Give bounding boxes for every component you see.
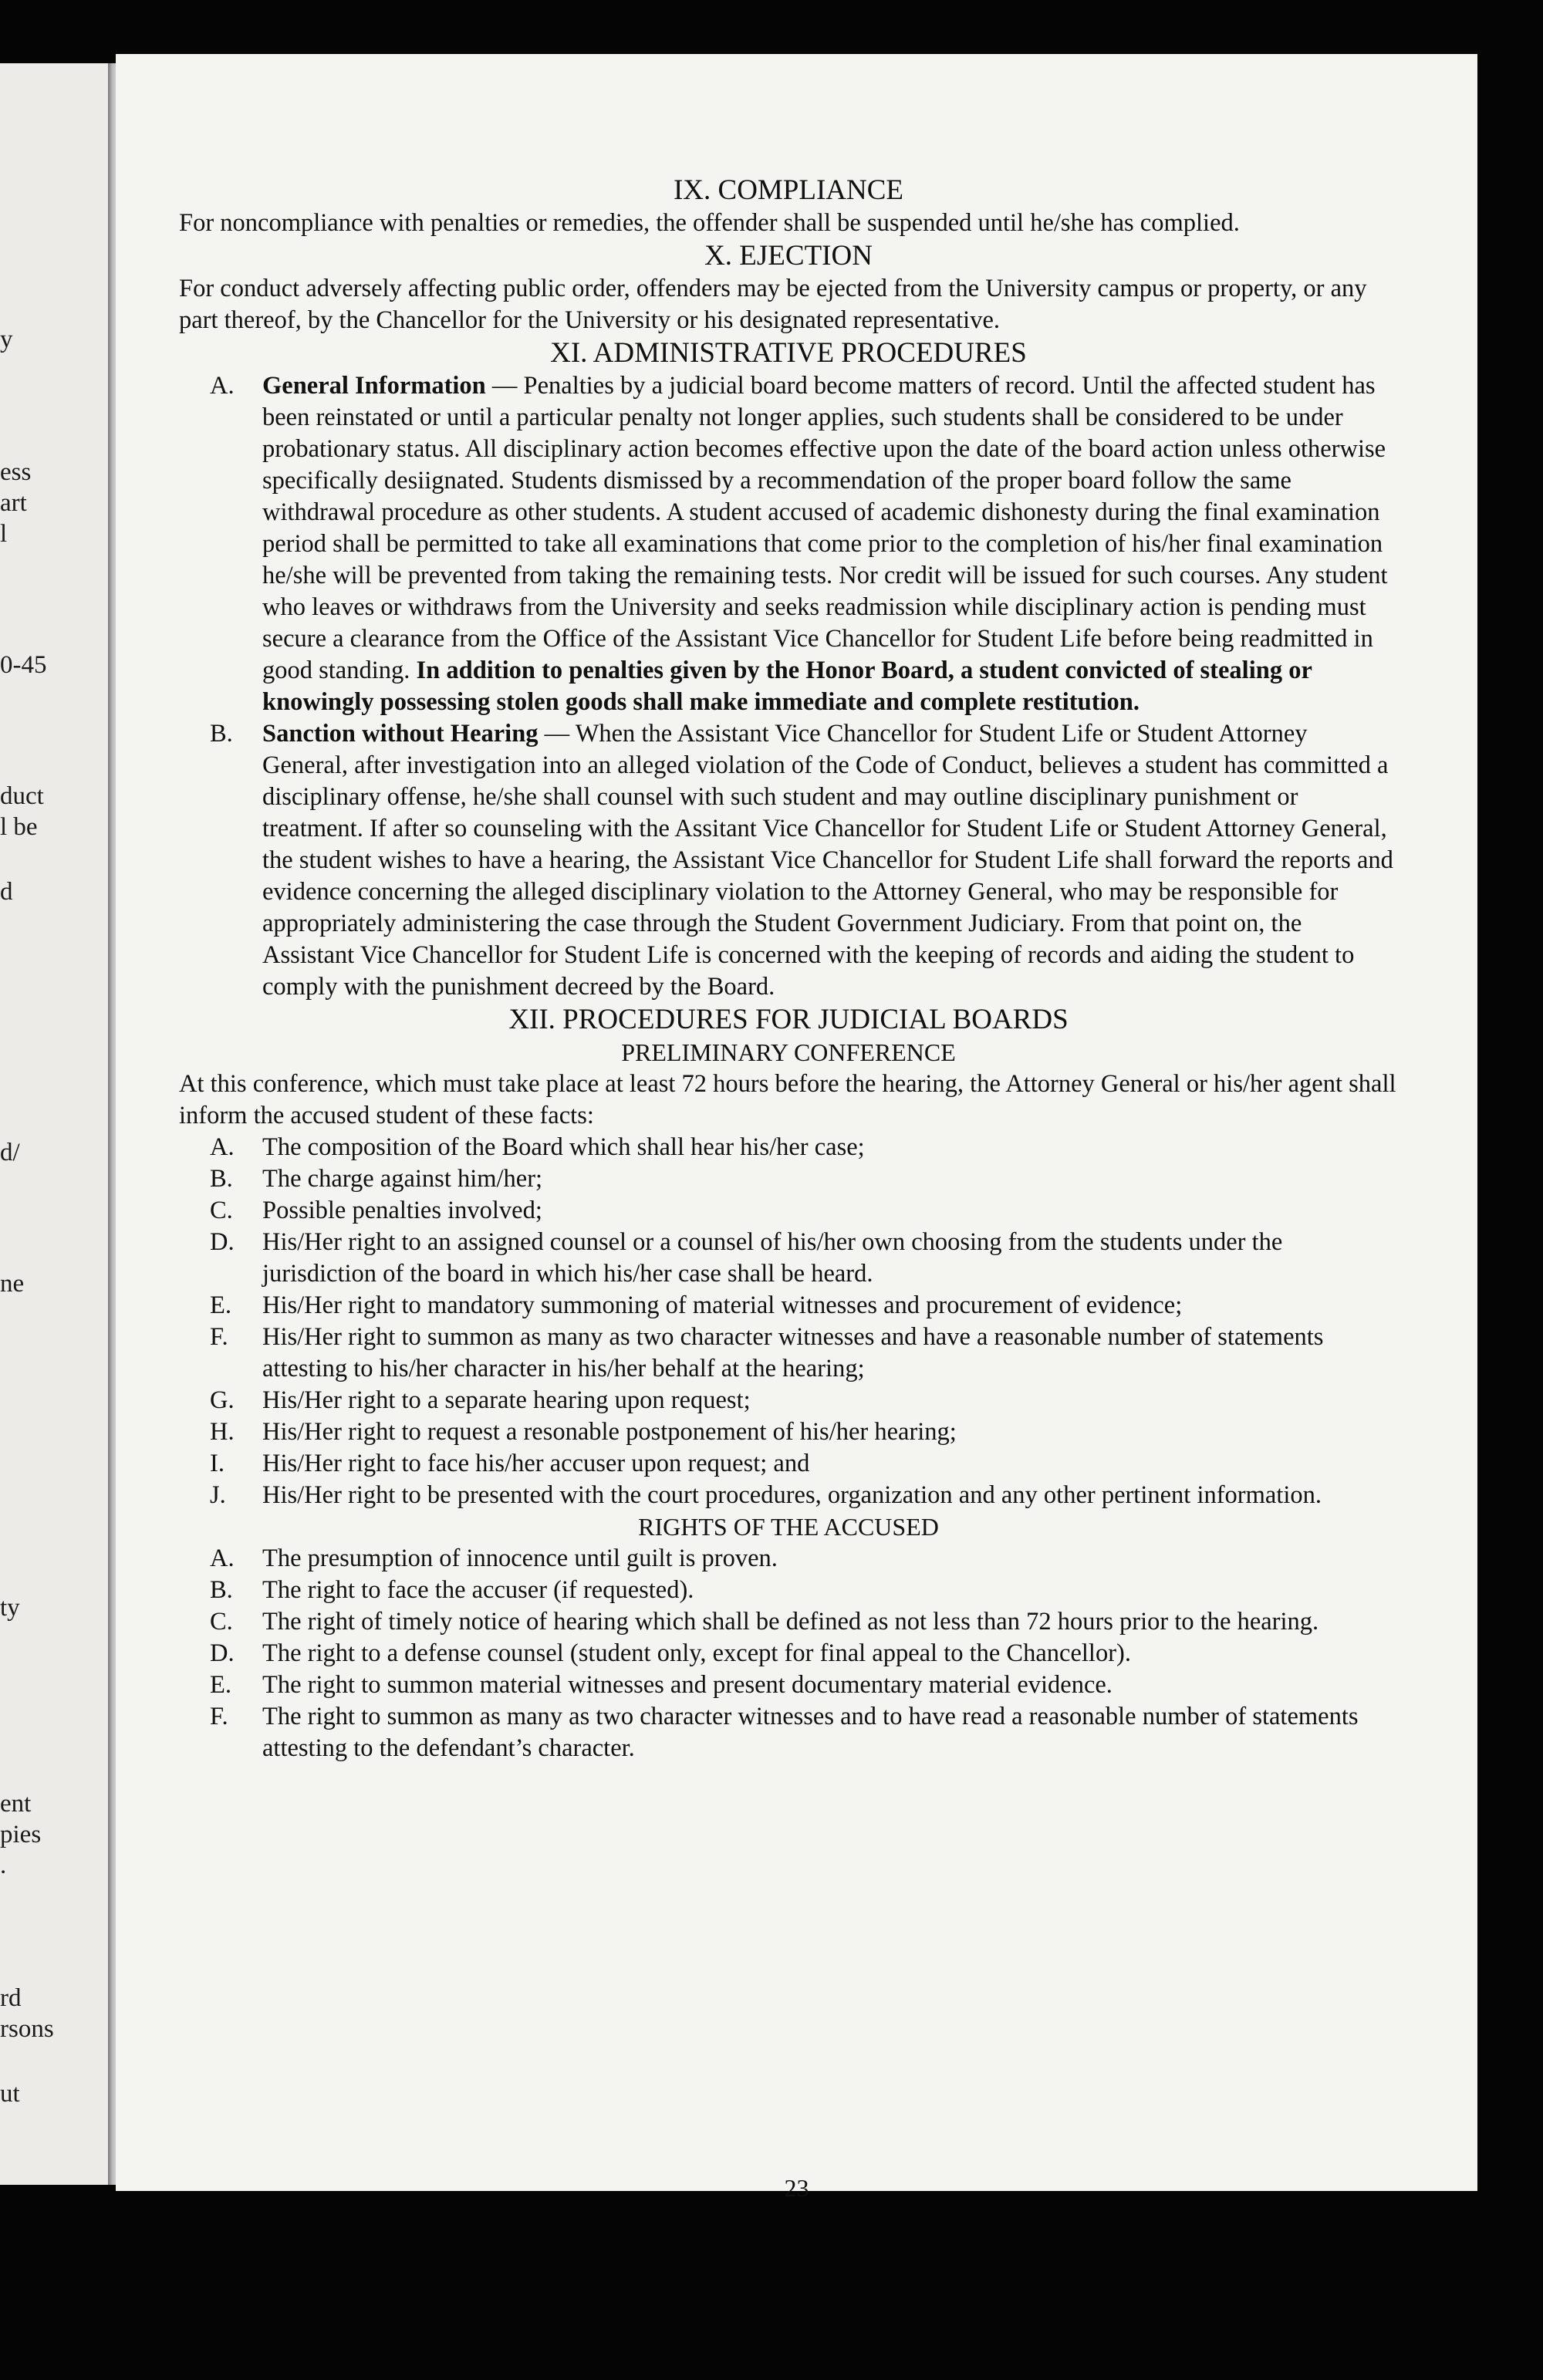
facing-page-fragment: l be bbox=[0, 813, 38, 841]
list-item bbox=[179, 1416, 1398, 1448]
list-item bbox=[179, 1701, 1398, 1764]
item-letter: F. bbox=[210, 1703, 228, 1730]
facing-page-fragment: l bbox=[0, 520, 8, 548]
item-text: The charge against him/her; bbox=[262, 1165, 543, 1193]
item-letter: H. bbox=[210, 1418, 235, 1446]
list-item bbox=[179, 1163, 1398, 1195]
list-item bbox=[179, 1195, 1398, 1227]
list-item bbox=[179, 1322, 1398, 1385]
item-text: The right to summon material witnesses and present documentary material evidence. bbox=[262, 1671, 1113, 1699]
item-letter: D. bbox=[210, 1228, 235, 1256]
rights-of-accused-list bbox=[179, 1543, 1398, 1764]
facing-page-fragment: d/ bbox=[0, 1139, 20, 1166]
item-letter: C. bbox=[210, 1197, 233, 1224]
administrative-procedures-list bbox=[179, 370, 1398, 1003]
facing-page-fragment: y bbox=[0, 326, 13, 353]
list-item bbox=[179, 1448, 1398, 1480]
section-xi-heading: XI. ADMINISTRATIVE PROCEDURES bbox=[550, 337, 1027, 369]
item-text: Possible penalties involved; bbox=[262, 1197, 542, 1224]
facing-page-fragment: . bbox=[0, 1852, 7, 1879]
item-title: General Information bbox=[262, 372, 486, 400]
preliminary-conference-intro: At this conference, which must take place at least 72 hours before the hearing, the Attorney General or his/her agent shall inform the accused student of these facts: bbox=[179, 1070, 1396, 1129]
list-item bbox=[179, 1480, 1398, 1511]
facing-page-fragment: ent bbox=[0, 1790, 32, 1818]
item-letter: E. bbox=[210, 1291, 231, 1319]
facing-page-fragment: duct bbox=[0, 782, 44, 810]
section-xii-heading: XII. PROCEDURES FOR JUDICIAL BOARDS bbox=[508, 1004, 1069, 1035]
item-letter: I. bbox=[210, 1450, 225, 1477]
facing-page-fragment: ess bbox=[0, 458, 32, 486]
item-letter: J. bbox=[210, 1481, 226, 1509]
item-letter: B. bbox=[210, 720, 233, 748]
facing-page-fragment: rd bbox=[0, 1984, 22, 2012]
item-letter: A. bbox=[210, 1133, 235, 1161]
list-item bbox=[179, 718, 1398, 1003]
item-letter: E. bbox=[210, 1671, 231, 1699]
facing-page-fragment: 0-45 bbox=[0, 651, 47, 679]
item-text: — When the Assistant Vice Chancellor for Student Life or Student Attorney General, after investigation into an alleged violation of the Code of Conduct, believes a student has committed a disciplinary offense, he/she shall counsel with such student and may outline disciplinary punishment or treatment. If after so counseling with the Assitant Vice Chancellor for Student Life or Student Attorney General, the student wishes to have a hearing, the Assistant Vice Chancellor for Student Life shall forward the reports and evidence concerning the alleged disciplinary violation to the Attorney General, who may be responsible for appropriately administering the case through the Student Government Judiciary. From that point on, the Assistant Vice Chancellor for Student Life is concerned with the keeping of records and aiding the student to comply with the punishment decreed by the Board. bbox=[262, 720, 1393, 1001]
item-text: The right to summon as many as two character witnesses and to have read a reasonable number of statements attesting to the defendant’s character. bbox=[262, 1703, 1359, 1762]
facing-page-fragment: rsons bbox=[0, 2015, 54, 2043]
facing-page-fragment: ut bbox=[0, 2080, 20, 2108]
item-text: His/Her right to summon as many as two character witnesses and have a reasonable number of statements attesting to his/her character in his/her behalf at the hearing; bbox=[262, 1323, 1324, 1382]
item-text: The right to face the accuser (if requested). bbox=[262, 1576, 694, 1604]
list-item bbox=[179, 370, 1398, 718]
item-bold-text: In addition to penalties given by the Honor Board, a student convicted of stealing or knowingly possessing stolen goods shall make immediate and complete restitution. bbox=[262, 657, 1312, 716]
section-x-heading: X. EJECTION bbox=[704, 240, 873, 272]
item-letter: B. bbox=[210, 1576, 233, 1604]
list-item bbox=[179, 1669, 1398, 1701]
facing-page-fragment: ty bbox=[0, 1594, 20, 1622]
item-text: His/Her right to request a resonable postponement of his/her hearing; bbox=[262, 1418, 957, 1446]
item-letter: D. bbox=[210, 1639, 235, 1667]
section-x-text: For conduct adversely affecting public order, offenders may be ejected from the University campus or property, or any part thereof, by the Chancellor for the University or his designated representative. bbox=[179, 275, 1367, 334]
item-letter: F. bbox=[210, 1323, 228, 1351]
rights-of-accused-heading: RIGHTS OF THE ACCUSED bbox=[638, 1513, 939, 1541]
item-text: The presumption of innocence until guilt is proven. bbox=[262, 1544, 778, 1572]
document-page bbox=[116, 54, 1477, 2202]
page-content bbox=[179, 174, 1398, 1764]
list-item bbox=[179, 1638, 1398, 1669]
item-text: The right to a defense counsel (student only, except for final appeal to the Chancellor). bbox=[262, 1639, 1131, 1667]
facing-page-fragment: d bbox=[0, 878, 13, 906]
facing-page-fragment: pies bbox=[0, 1821, 42, 1848]
item-text: His/Her right to face his/her accuser upon request; and bbox=[262, 1450, 810, 1477]
list-item bbox=[179, 1227, 1398, 1290]
item-text: His/Her right to be presented with the court procedures, organization and any other pertinent information. bbox=[262, 1481, 1322, 1509]
list-item bbox=[179, 1132, 1398, 1163]
facing-page-edge bbox=[0, 63, 116, 2185]
facing-page-fragment: art bbox=[0, 489, 27, 517]
section-ix-text: For noncompliance with penalties or remedies, the offender shall be suspended until he/she has complied. bbox=[179, 209, 1240, 237]
item-letter: C. bbox=[210, 1608, 233, 1636]
list-item bbox=[179, 1543, 1398, 1575]
item-text: His/Her right to a separate hearing upon request; bbox=[262, 1386, 751, 1414]
item-title: Sanction without Hearing bbox=[262, 720, 539, 748]
item-text: The right of timely notice of hearing which shall be defined as not less than 72 hours prior to the hearing. bbox=[262, 1608, 1319, 1636]
section-ix-heading: IX. COMPLIANCE bbox=[673, 174, 904, 206]
list-item bbox=[179, 1385, 1398, 1416]
list-item bbox=[179, 1575, 1398, 1606]
preliminary-conference-heading: PRELIMINARY CONFERENCE bbox=[621, 1038, 956, 1066]
item-text: — Penalties by a judicial board become matters of record. Until the affected student has been reinstated or until a particular penalty not longer applies, such students shall be considered to be under probationary status. All disciplinary action becomes effective upon the date of the board action unless otherwise specifically desiignated. Students dismissed by a recommendation of the proper board follow the same withdrawal procedure as other students. A student accused of academic dishonesty during the final examination period shall be permitted to take all examinations that come prior to the completion of his/her final examination he/she will be prevented from taking the remaining tests. Nor credit will be issued for such courses. Any student who leaves or withdraws from the University and seeks readmission while disciplinary action is pending must secure a clearance from the Office of the Assistant Vice Chancellor for Student Life before being readmitted in good standing. bbox=[262, 372, 1388, 684]
item-letter: A. bbox=[210, 1544, 235, 1572]
preliminary-conference-list bbox=[179, 1132, 1398, 1511]
facing-page-fragment: ne bbox=[0, 1270, 25, 1298]
list-item bbox=[179, 1290, 1398, 1322]
item-text: His/Her right to mandatory summoning of material witnesses and procurement of evidence; bbox=[262, 1291, 1183, 1319]
item-text: The composition of the Board which shall hear his/her case; bbox=[262, 1133, 865, 1161]
list-item bbox=[179, 1606, 1398, 1638]
page-number: 23 bbox=[784, 2174, 809, 2202]
item-letter: B. bbox=[210, 1165, 233, 1193]
item-text: His/Her right to an assigned counsel or a counsel of his/her own choosing from the students under the jurisdiction of the board in which his/her case shall be heard. bbox=[262, 1228, 1283, 1288]
item-letter: A. bbox=[210, 372, 235, 400]
item-letter: G. bbox=[210, 1386, 235, 1414]
